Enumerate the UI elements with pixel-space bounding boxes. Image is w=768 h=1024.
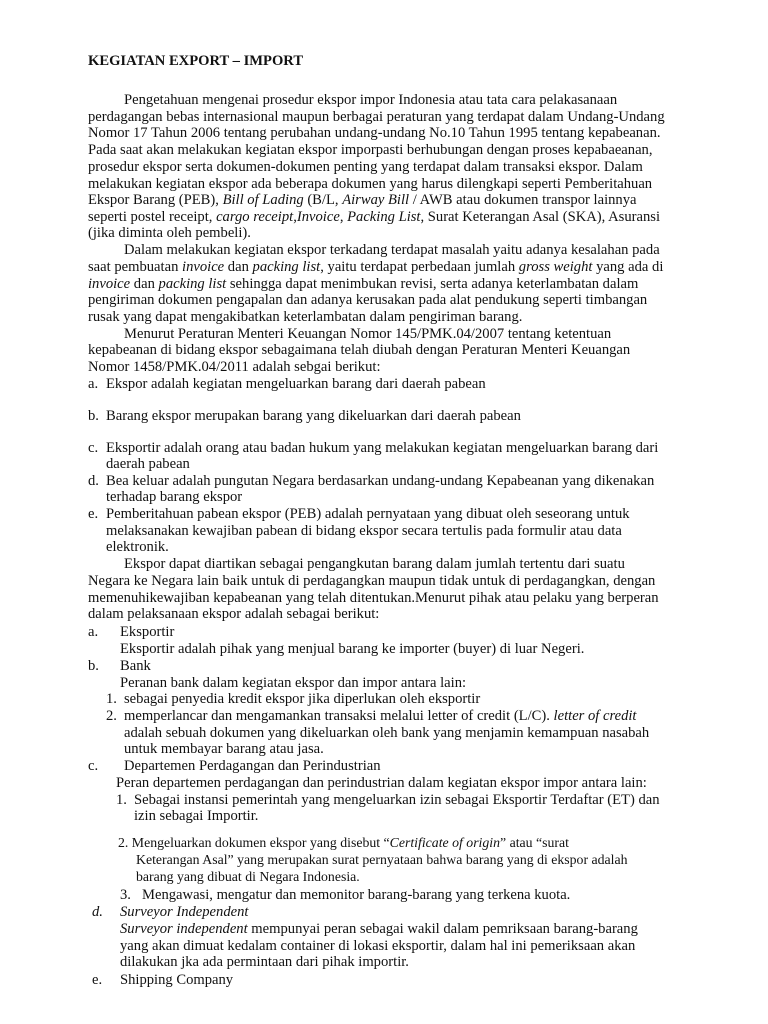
paragraph-line: perdagangan bebas internasional maupun berbagai peraturan yang terdapat dalam Undang-Undang xyxy=(88,109,665,125)
list-marker: e. xyxy=(88,506,99,522)
list-item: 2. Mengeluarkan dokumen ekspor yang disebut “Certificate of origin” atau “surat xyxy=(118,835,569,850)
party-title: Surveyor Independent xyxy=(120,904,249,920)
list-marker: 1. xyxy=(106,691,117,707)
list-marker: 1. xyxy=(116,792,127,808)
list-item: Keterangan Asal” yang merupakan surat pernyataan bahwa barang yang di ekspor adalah xyxy=(136,852,628,867)
list-item: elektronik. xyxy=(106,539,169,555)
list-item: Mengawasi, mengatur dan memonitor barang-barang yang terkena kuota. xyxy=(142,887,571,903)
party-text: Peranan bank dalam kegiatan ekspor dan impor antara lain: xyxy=(120,675,467,691)
paragraph-line: dalam pelaksanaan ekspor adalah sebagai berikut: xyxy=(88,606,380,622)
paragraph-line: Ekspor Barang (PEB), Bill of Lading (B/L, Airway Bill / AWB atau dokumen transpor lainnya xyxy=(88,192,637,208)
list-marker: d. xyxy=(88,473,99,489)
list-marker: 2. xyxy=(106,708,117,724)
paragraph-line: saat pembuatan invoice dan packing list, yaitu terdapat perbedaan jumlah gross weight yang ada di xyxy=(88,259,664,275)
party-title: Shipping Company xyxy=(120,972,234,988)
party-title: Bank xyxy=(120,658,151,674)
paragraph-line: Negara ke Negara lain baik untuk di perdagangkan maupun tidak untuk di perdagangkan, dengan xyxy=(88,573,656,589)
list-item: terhadap barang ekspor xyxy=(106,489,243,505)
party-text: Eksportir adalah pihak yang menjual barang ke importer (buyer) di luar Negeri. xyxy=(120,641,585,657)
list-item: izin sebagai Importir. xyxy=(134,808,259,824)
list-item: melaksanakan kewajiban pabean di bidang ekspor secara tertulis pada formulir atau data xyxy=(106,523,622,539)
paragraph-line: Nomor 17 Tahun 2006 tentang perubahan undang-undang No.10 Tahun 1995 tentang kepabeanan. xyxy=(88,125,661,141)
paragraph-line: Menurut Peraturan Menteri Keuangan Nomor 145/PMK.04/2007 tentang ketentuan xyxy=(124,326,612,342)
party-text: yang akan dimuat kedalam container di lokasi eksportir, dalam hal ini pemeriksaan akan xyxy=(120,938,636,954)
list-marker: c. xyxy=(88,758,99,774)
paragraph-line: seperti postel receipt, cargo receipt,Invoice, Packing List, Surat Keterangan Asal (SKA), Asuransi xyxy=(88,209,661,225)
list-marker: d. xyxy=(92,904,103,920)
list-marker: e. xyxy=(92,972,103,988)
paragraph-line: kepabeanan di bidang ekspor sebagaimana telah diubah dengan Peraturan Menteri Keuangan xyxy=(88,342,631,358)
paragraph-line: prosedur ekspor serta dokumen-dokumen penting yang terdapat dalam transaksi ekspor. Dalam xyxy=(88,159,643,175)
paragraph-line: memenuhikewajiban kepabeanan yang telah ditentukan.Menurut pihak atau pelaku yang berperan xyxy=(88,590,659,606)
party-text: dilakukan jka ada permintaan dari pihak importir. xyxy=(120,954,409,970)
list-marker: c. xyxy=(88,440,99,456)
list-item: Sebagai instansi pemerintah yang mengeluarkan izin sebagai Eksportir Terdaftar (ET) dan xyxy=(134,792,660,808)
list-item: adalah sebuah dokumen yang dikeluarkan oleh bank yang menjamin kemampuan nasabah xyxy=(124,725,650,741)
paragraph-line: (jika diminta oleh pembeli). xyxy=(88,225,251,241)
paragraph-line: pengiriman dokumen pengapalan dan adanya kerusakan pada alat pendukung seperti timbangan xyxy=(88,292,648,308)
list-item: Pemberitahuan pabean ekspor (PEB) adalah pernyataan yang dibuat oleh seseorang untuk xyxy=(106,506,630,522)
document-title: KEGIATAN EXPORT – IMPORT xyxy=(88,53,304,69)
paragraph-line: rusak yang dapat mengakibatkan keterlambatan dalam pengiriman barang. xyxy=(88,309,523,325)
list-item: Eksportir adalah orang atau badan hukum yang melakukan kegiatan mengeluarkan barang dari xyxy=(106,440,659,456)
party-title: Eksportir xyxy=(120,624,175,640)
list-marker: a. xyxy=(88,376,99,392)
party-title: Departemen Perdagangan dan Perindustrian xyxy=(124,758,381,774)
paragraph-line: melakukan kegiatan ekspor ada beberapa dokumen yang harus dilengkapi seperti Pemberitahuan xyxy=(88,176,653,192)
party-text: Surveyor independent mempunyai peran sebagai wakil dalam pemriksaan barang-barang xyxy=(120,921,638,937)
list-item: Bea keluar adalah pungutan Negara berdasarkan undang-undang Kepabeanan yang dikenakan xyxy=(106,473,655,489)
paragraph-line: invoice dan packing list sehingga dapat menimbukan revisi, serta adanya keterlambatan dalam xyxy=(88,276,639,292)
list-marker: a. xyxy=(88,624,99,640)
list-marker: b. xyxy=(88,658,99,674)
party-text: Peran departemen perdagangan dan perindustrian dalam kegiatan ekspor impor antara lain: xyxy=(116,775,647,791)
list-marker: b. xyxy=(88,408,99,424)
list-item: barang yang dibuat di Negara Indonesia. xyxy=(136,869,360,884)
list-item: sebagai penyedia kredit ekspor jika diperlukan oleh eksportir xyxy=(124,691,481,707)
paragraph-line: Dalam melakukan kegiatan ekspor terkadang terdapat masalah yaitu adanya kesalahan pada xyxy=(124,242,660,258)
list-item: memperlancar dan mengamankan transaksi melalui letter of credit (L/C). letter of credit xyxy=(124,708,637,724)
list-item: untuk membayar barang atau jasa. xyxy=(124,741,324,757)
paragraph-line: Pada saat akan melakukan kegiatan ekspor imporpasti berhubungan dengan proses kepabaeanan, xyxy=(88,142,653,158)
list-item: daerah pabean xyxy=(106,456,190,472)
paragraph-line: Ekspor dapat diartikan sebagai pengangkutan barang dalam jumlah tertentu dari suatu xyxy=(124,556,625,572)
list-marker: 3. xyxy=(120,887,131,903)
list-item: Ekspor adalah kegiatan mengeluarkan barang dari daerah pabean xyxy=(106,376,486,392)
paragraph-line: Nomor 1458/PMK.04/2011 adalah sebgai berikut: xyxy=(88,359,381,375)
list-item: Barang ekspor merupakan barang yang dikeluarkan dari daerah pabean xyxy=(106,408,521,424)
paragraph-line: Pengetahuan mengenai prosedur ekspor impor Indonesia atau tata cara pelakasanaan xyxy=(124,92,618,108)
